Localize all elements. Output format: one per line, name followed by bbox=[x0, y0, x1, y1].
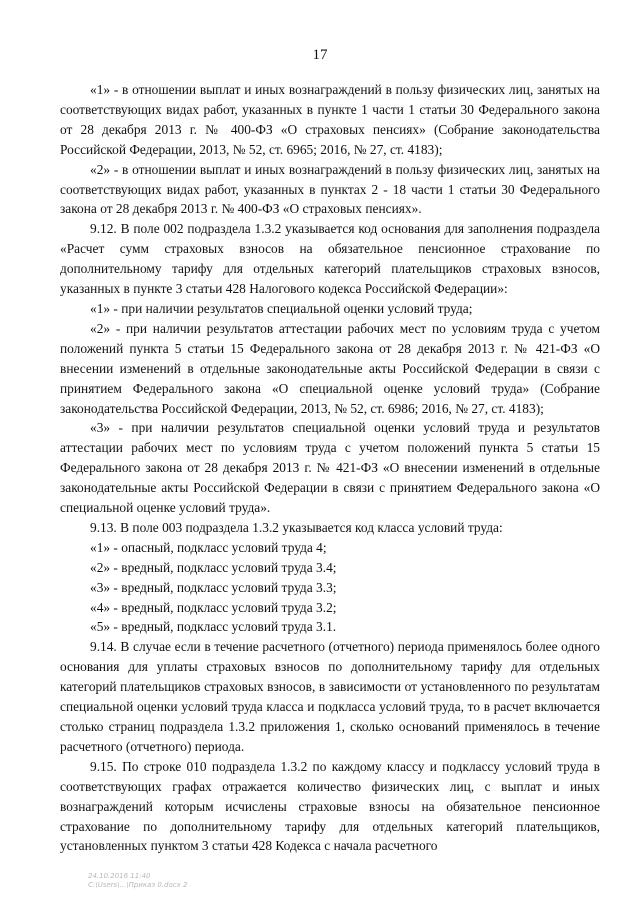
paragraph: 9.13. В поле 003 подраздела 1.3.2 указывается код класса условий труда: bbox=[90, 519, 503, 535]
paragraph: «4» - вредный, подкласс условий труда 3.2; bbox=[90, 599, 337, 615]
paragraph: «1» - при наличии результатов специальной оценки условий труда; bbox=[90, 300, 473, 316]
paragraph: «1» - опасный, подкласс условий труда 4; bbox=[90, 539, 327, 555]
paragraph: 9.15. По строке 010 подраздела 1.3.2 по каждому классу и подклассу условий труда в соответствующих графах отражается количество физических лиц, с выплат и иных вознаграждений которым исчислены страховые взносы на обязательное пенсионное страхование по дополнительному тарифу для отдельных категорий плательщиков, установленных пунктом 3 статьи 428 Кодекса с начала расчетного bbox=[60, 758, 600, 854]
paragraph: 9.14. В случае если в течение расчетного (отчетного) периода применялось более одного основания для уплаты страховых взносов по дополнительному тарифу для отдельных категорий плательщиков страховых взносов, в зависимости от установленного по результатам специальной оценки условий труда класса и подкласса условий труда, то в расчет включается столько страниц подраздела 1.3.2 приложения 1, сколько оснований применялось в течение расчетного (отчетного) периода. bbox=[60, 639, 600, 754]
footer-line: С:\Users\...\Приказ 0.docx 2 bbox=[88, 881, 188, 889]
footer-line: 24.10.2016 11:40 bbox=[88, 872, 151, 880]
paragraph: «1» - в отношении выплат и иных вознаграждений в пользу физических лиц, занятых на соответствующих видах работ, указанных в пункте 1 части 1 статьи 30 Федерального закона от 28 декабря 2013 г. № 400-ФЗ «О страховых пенсиях» (Собрание законодательства Российской Федерации, 2013, № 52, ст. 6965; 2016, № 27, ст. 4183); bbox=[60, 82, 600, 157]
paragraph: «2» - вредный, подкласс условий труда 3.4; bbox=[90, 559, 337, 575]
file-footer bbox=[88, 872, 187, 890]
paragraph: «3» - при наличии результатов специальной оценки условий труда и результатов аттестации рабочих мест по условиям труда с учетом положений пункта 5 статьи 15 Федерального закона от 28 декабря 2013 г. № 421-ФЗ «О внесении изменений в отдельные законодательные акты Российской Федерации в связи с принятием Федерального закона «О специальной оценке условий труда». bbox=[60, 420, 600, 516]
paragraph: «3» - вредный, подкласс условий труда 3.3; bbox=[90, 579, 337, 595]
document-body bbox=[60, 80, 600, 856]
paragraph: 9.12. В поле 002 подраздела 1.3.2 указывается код основания для заполнения подраздела «Расчет сумм страховых взносов на обязательное пенсионное страхование по дополнительному тарифу для отдельных категорий плательщиков страховых взносов, указанных в пункте 3 статьи 428 Налогового кодекса Российской Федерации»: bbox=[60, 221, 600, 297]
paragraph: «5» - вредный, подкласс условий труда 3.1. bbox=[90, 619, 337, 635]
page-number: 17 bbox=[312, 47, 328, 63]
paragraph: «2» - при наличии результатов аттестации рабочих мест по условиям труда с учетом положений пункта 5 статьи 15 Федерального закона от 28 декабря 2013 г. № 421-ФЗ «О внесении изменений в отдельные законодательные акты Российской Федерации в связи с принятием Федерального закона «О специальной оценке условий труда» (Собрание законодательства Российской Федерации, 2013, № 52, ст. 6986; 2016, № 27, ст. 4183); bbox=[60, 320, 600, 416]
paragraph: «2» - в отношении выплат и иных вознаграждений в пользу физических лиц, занятых на соответствующих видах работ, указанных в пунктах 2 - 18 части 1 статьи 30 Федерального закона от 28 декабря 2013 г. № 400-ФЗ «О страховых пенсиях». bbox=[60, 161, 600, 217]
